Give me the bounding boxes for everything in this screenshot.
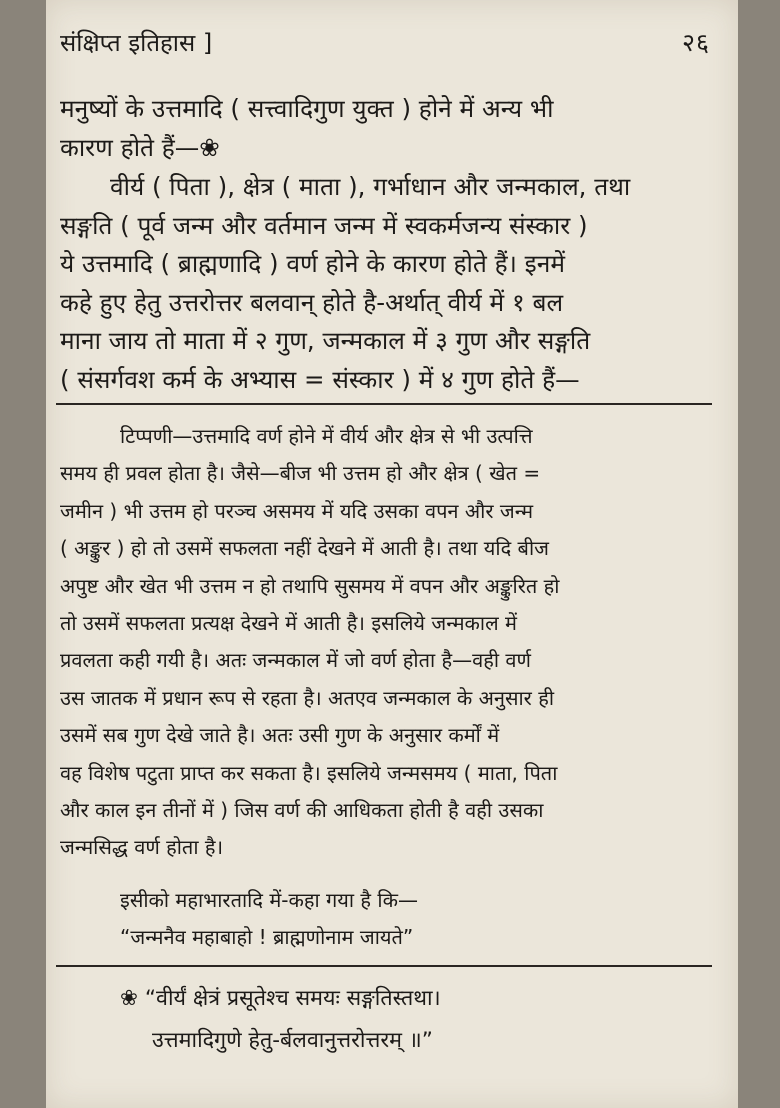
text-line: उसमें सब गुण देखे जाते है। अतः उसी गुण के अनुसार कर्मों में xyxy=(60,723,500,748)
main-paragraph-2 xyxy=(60,168,720,399)
text-line: ( संसर्गवश कर्म के अभ्यास = संस्कार ) में ४ गुण होते हैं— xyxy=(60,364,580,394)
footnote-line: ❀ “वीर्यं क्षेत्रं प्रसूतेश्च समयः सङ्गतिस्तथा। xyxy=(120,986,441,1011)
text-line: कारण होते हैं—❀ xyxy=(60,132,220,162)
text-line: माना जाय तो माता में २ गुण, जन्मकाल में ३ गुण और सङ्गति xyxy=(60,326,591,355)
text-line: प्रवलता कही गयी है। अतः जन्मकाल में जो वर्ण होता है—वही वर्ण xyxy=(60,648,532,673)
text-line: ( अङ्कुर ) हो तो उसमें सफलता नहीं देखने में आती है। तथा यदि बीज xyxy=(60,536,549,561)
text-line: तो उसमें सफलता प्रत्यक्ष देखने में आती है। इसलिये जन्मकाल में xyxy=(60,611,517,636)
quote-text: “जन्मनैव महाबाहो ! ब्राह्मणोनाम जायते” xyxy=(120,925,414,950)
text-line: जन्मसिद्ध वर्ण होता है। xyxy=(60,835,224,860)
book-page xyxy=(46,0,738,1108)
quote-intro: इसीको महाभारतादि में-कहा गया है कि— xyxy=(120,888,418,912)
text-line: अपुष्ट और खेत भी उत्तम न हो तथापि सुसमय में वपन और अङ्कुरित हो xyxy=(60,573,560,598)
text-line: ये उत्तमादि ( ब्राह्मणादि ) वर्ण होने के कारण होते हैं। इनमें xyxy=(60,249,565,278)
main-paragraph-1 xyxy=(60,90,720,167)
footnote xyxy=(60,978,720,1062)
note-quote xyxy=(60,882,720,957)
text-line: और काल इन तीनों में ) जिस वर्ण की आधिकता होती है वही उसका xyxy=(60,798,544,823)
footnote-line: उत्तमादिगुणे हेतु-र्बलवानुत्तरोत्तरम् ॥” xyxy=(152,1028,433,1053)
section-divider xyxy=(56,403,712,405)
text-line: कहे हुए हेतु उत्तरोत्तर बलवान् होते है-अर्थात् वीर्य में १ बल xyxy=(60,287,564,317)
page-number: २६ xyxy=(681,28,710,57)
note-paragraph xyxy=(60,418,720,867)
text-line: समय ही प्रवल होता है। जैसे—बीज भी उत्तम हो और क्षेत्र ( खेत = xyxy=(60,461,541,486)
running-title: संक्षिप्त इतिहास ] xyxy=(60,28,213,57)
text-line: टिप्पणी—उत्तमादि वर्ण होने में वीर्य और क्षेत्र से भी उत्पत्ति xyxy=(120,424,533,448)
text-line: उस जातक में प्रधान रूप से रहता है। अतएव जन्मकाल के अनुसार ही xyxy=(60,685,555,710)
text-line: सङ्गति ( पूर्व जन्म और वर्तमान जन्म में स्वकर्मजन्य संस्कार ) xyxy=(60,210,588,240)
text-line: वीर्य ( पिता ), क्षेत्र ( माता ), गर्भाधान और जन्मकाल, तथा xyxy=(110,172,631,201)
page-header xyxy=(60,22,710,62)
text-line: जमीन ) भी उत्तम हो परञ्च असमय में यदि उसका वपन और जन्म xyxy=(60,498,534,523)
footnote-divider xyxy=(56,965,712,967)
text-line: वह विशेष पटुता प्राप्त कर सकता है। इसलिये जन्मसमय ( माता, पिता xyxy=(60,760,558,785)
text-line: मनुष्यों के उत्तमादि ( सत्त्वादिगुण युक्त ) होने में अन्य भी xyxy=(60,94,554,123)
